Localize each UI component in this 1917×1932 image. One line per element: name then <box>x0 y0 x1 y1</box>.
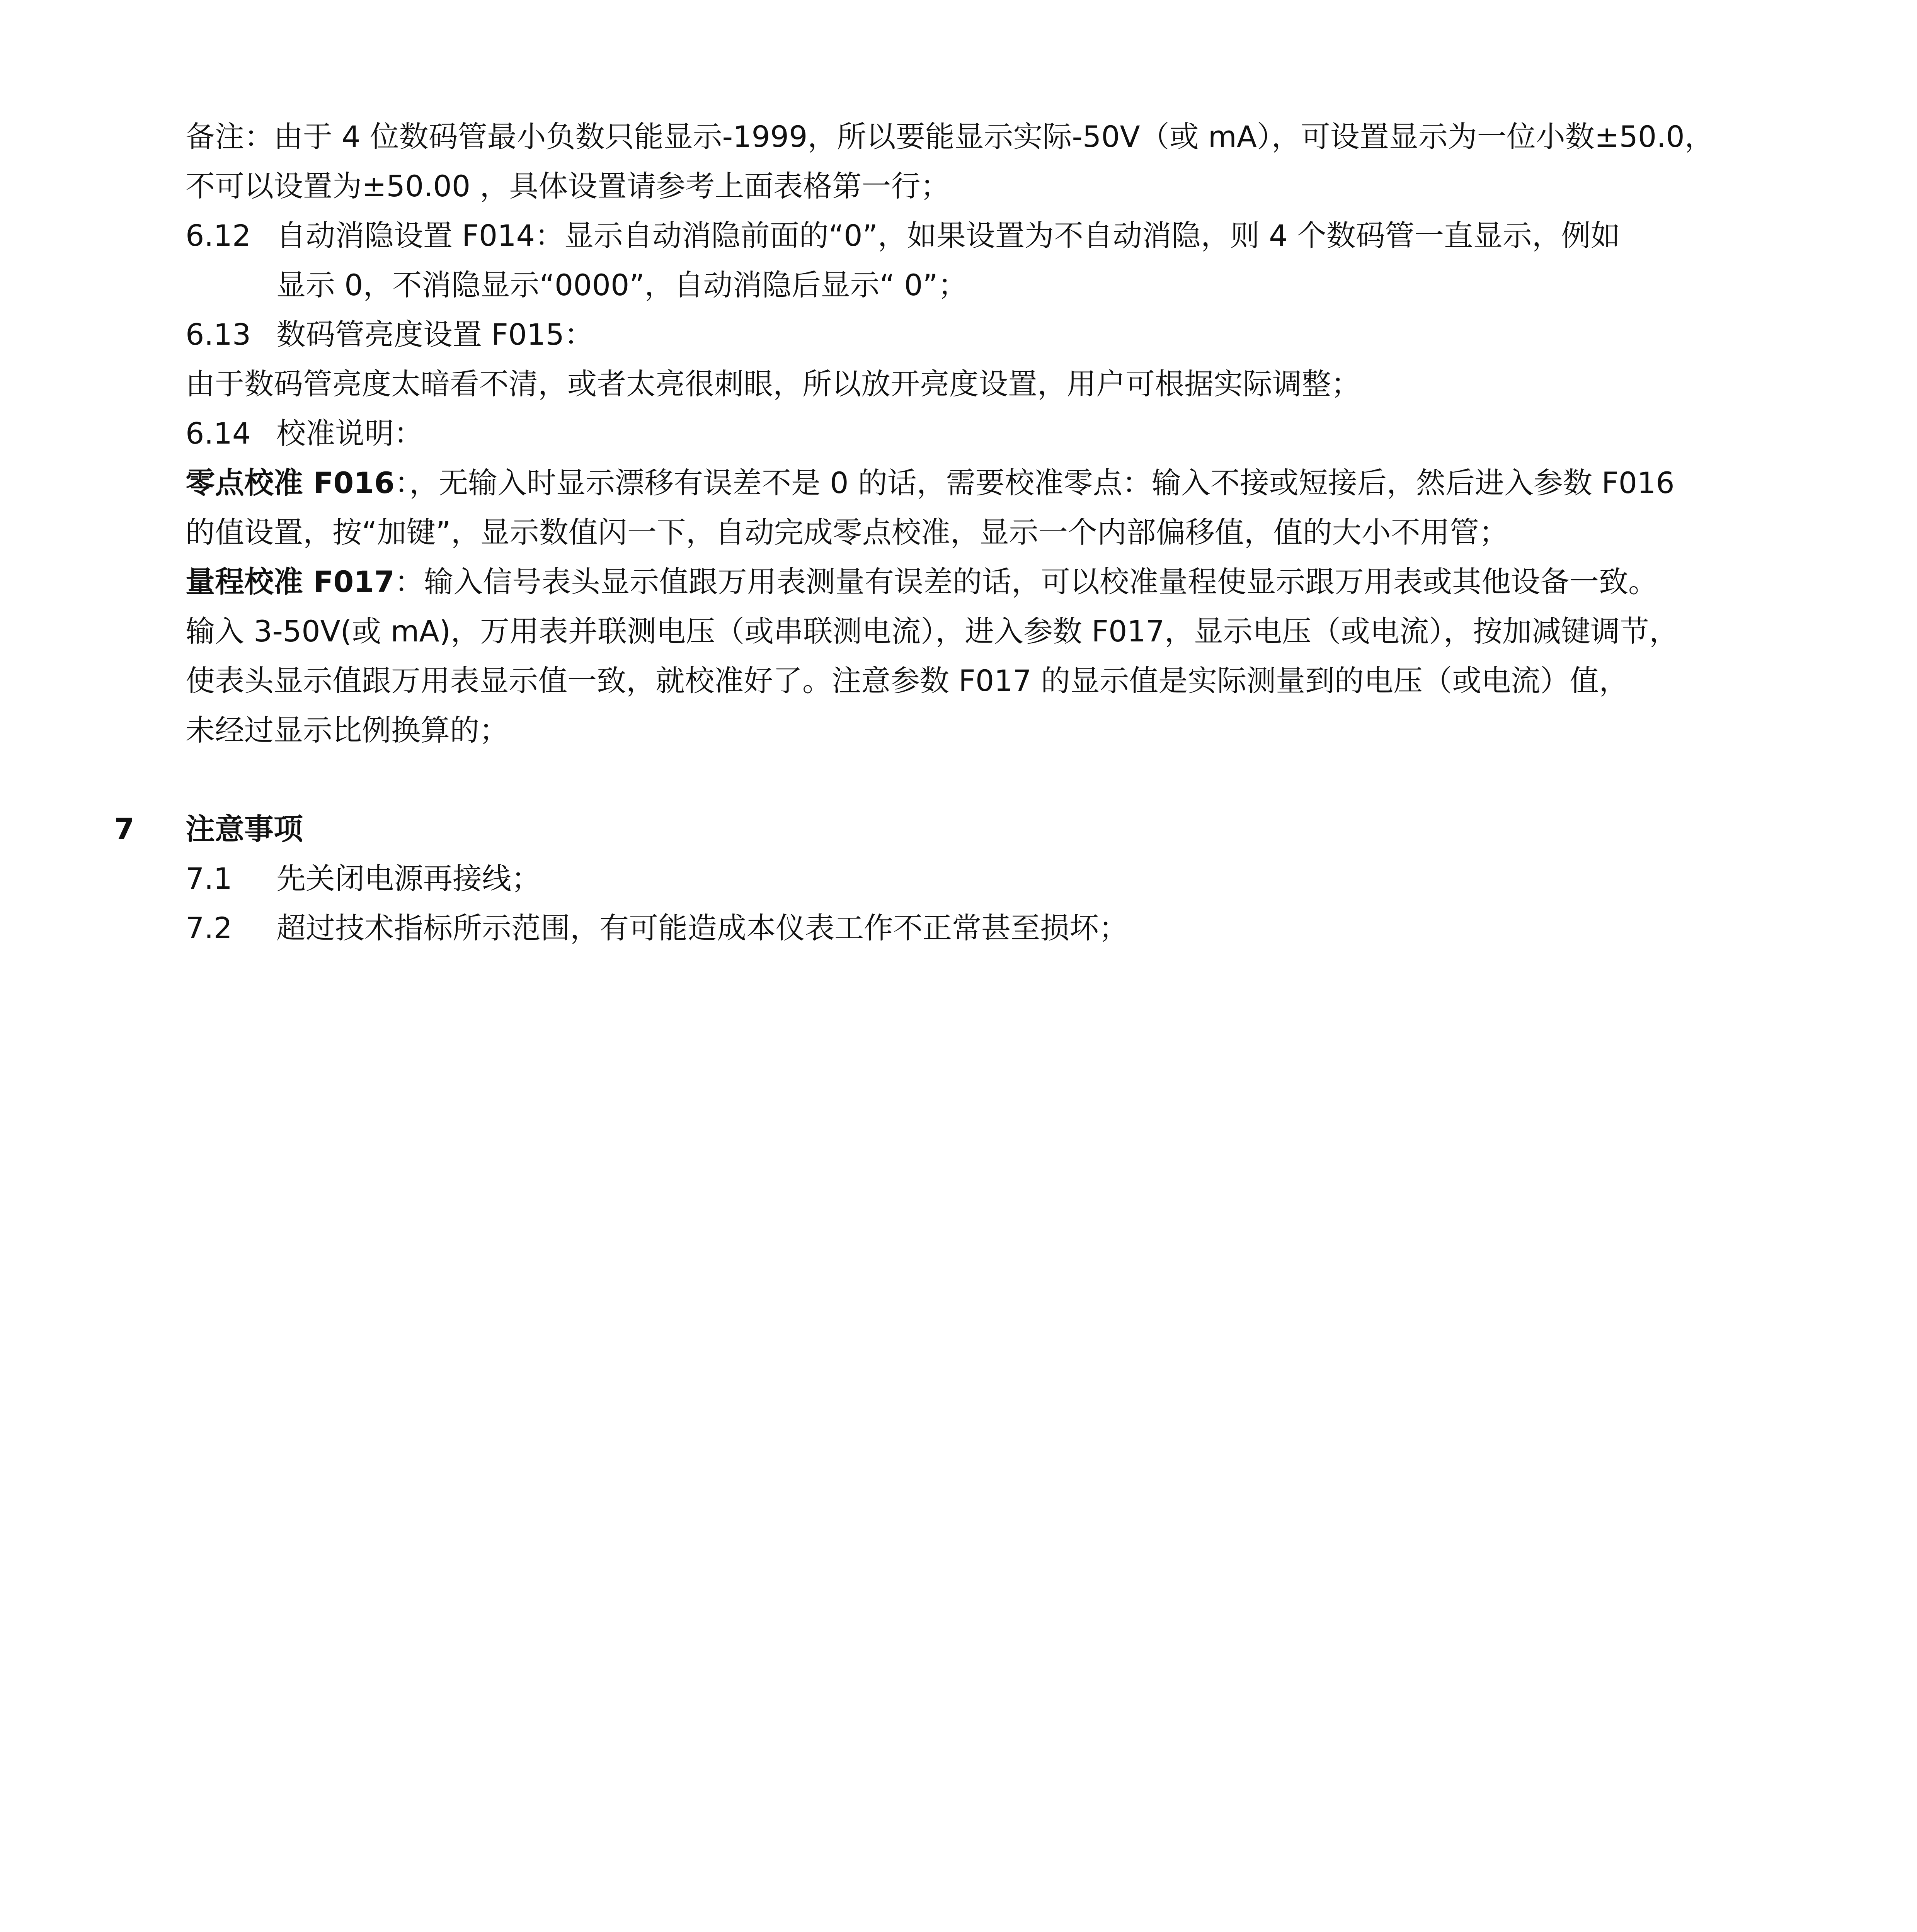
zero-calibration-text: ：，无输入时显示漂移有误差不是 0 的话，需要校准零点：输入不接或短接后，然后进入参数 F016 <box>395 466 1675 500</box>
zero-calibration-label: 零点校准 F016 <box>186 466 395 500</box>
range-calibration-text: ：输入信号表头显示值跟万用表测量有误差的话，可以校准量程使显示跟万用表或其他设备一致。 <box>395 565 1658 599</box>
item-text: 自动消隐设置 F014：显示自动消隐前面的“0”，如果设置为不自动消隐，则 4 个数码管一直显示，例如 <box>276 218 1620 253</box>
item-text: 先关闭电源再接线； <box>276 861 541 896</box>
item-number: 6.13 <box>186 317 251 352</box>
item-6-12 <box>186 211 1797 260</box>
document-body <box>114 112 1797 953</box>
range-calibration-line-1 <box>186 557 1797 607</box>
item-text: 数码管亮度设置 F015： <box>276 317 594 352</box>
item-number: 6.12 <box>186 218 251 253</box>
section-number: 7 <box>114 812 134 846</box>
range-calibration-line-3: 使表头显示值跟万用表显示值一致，就校准好了。注意参数 F017 的显示值是实际测量到的电压（或电流）值， <box>186 663 1629 698</box>
list-item <box>186 903 1797 953</box>
range-calibration-line-4: 未经过显示比例换算的； <box>186 713 509 747</box>
item-6-14 <box>186 409 1797 458</box>
section-7 <box>114 804 1797 953</box>
range-calibration-label: 量程校准 F017 <box>186 565 395 599</box>
item-number: 7.2 <box>186 911 232 945</box>
zero-calibration-line-2: 的值设置，按“加键”，显示数值闪一下，自动完成零点校准，显示一个内部偏移值，值的大小不用管； <box>186 515 1508 549</box>
section-heading <box>114 804 1797 854</box>
item-number: 6.14 <box>186 416 251 451</box>
item-6-12-cont: 显示 0，不消隐显示“0000”，自动消隐后显示“ 0”； <box>276 268 967 302</box>
item-6-13 <box>186 310 1797 359</box>
item-text: 校准说明： <box>276 416 423 451</box>
remark-line-1: 备注：由于 4 位数码管最小负数只能显示-1999，所以要能显示实际-50V（或 mA），可设置显示为一位小数±50.0， <box>186 119 1714 154</box>
remark-line-2: 不可以设置为±50.00 ，具体设置请参考上面表格第一行； <box>186 169 950 203</box>
range-calibration-line-2: 输入 3-50V(或 mA)，万用表并联测电压（或串联测电流），进入参数 F017，显示电压（或电流），按加减键调节， <box>186 614 1679 648</box>
item-number: 7.1 <box>186 861 232 896</box>
item-text: 超过技术指标所示范围，有可能造成本仪表工作不正常甚至损坏； <box>276 911 1128 945</box>
list-item <box>186 854 1797 903</box>
item-6-13-body: 由于数码管亮度太暗看不清，或者太亮很刺眼，所以放开亮度设置，用户可根据实际调整； <box>186 367 1360 401</box>
section-title: 注意事项 <box>186 812 303 846</box>
zero-calibration-line-1 <box>186 458 1797 508</box>
